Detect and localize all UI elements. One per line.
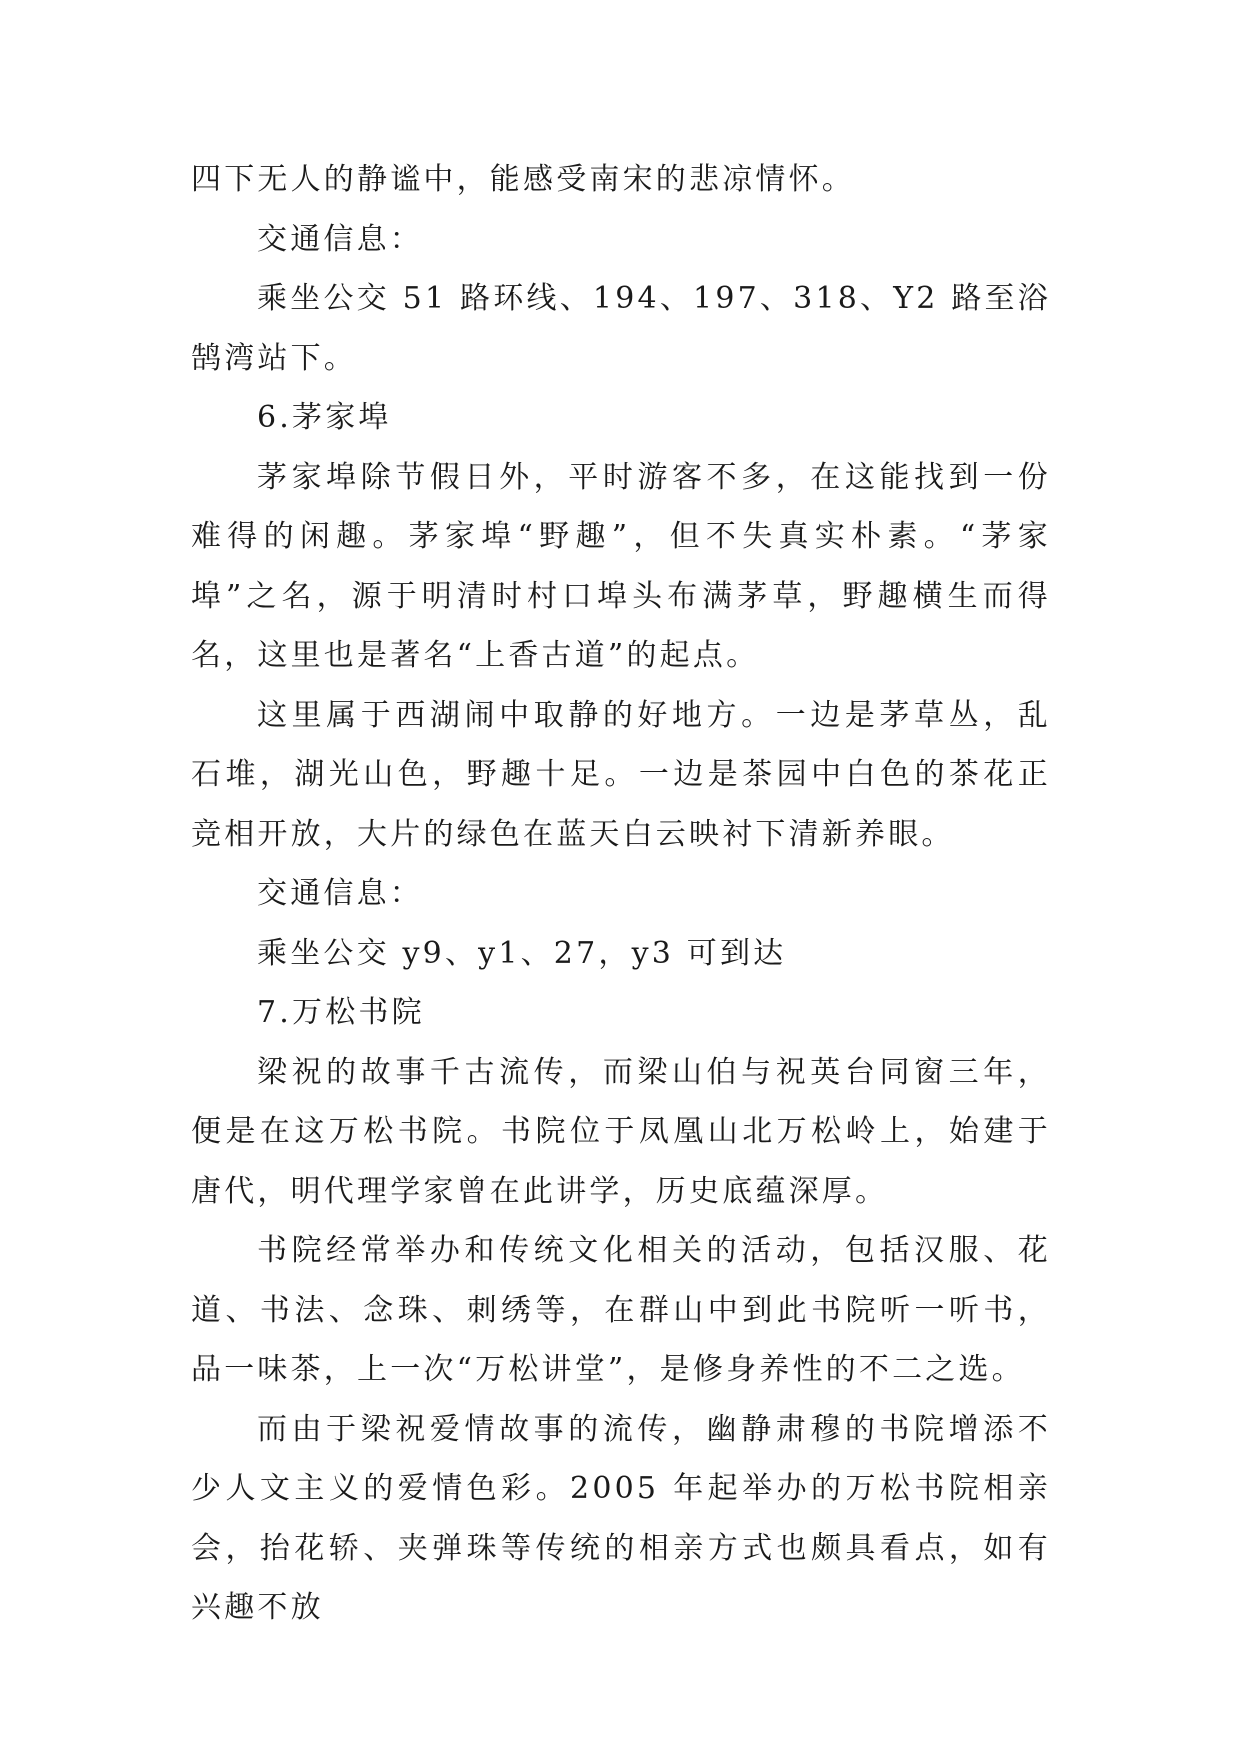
paragraph-transport-heading: 交通信息： [257,221,423,257]
paragraph-maojiabu-scenery: 这里属于西湖闹中取静的好地方。一边是茅草丛，乱石堆，湖光山色，野趣十足。一边是茶园中白色的茶花正竞相开放，大片的绿色在蓝天白云映衬下清新养眼。 [191,697,1051,852]
paragraph-wansong-romance: 而由于梁祝爱情故事的流传，幽静肃穆的书院增添不少人文主义的爱情色彩。2005 年起举办的万松书院相亲会，抬花轿、夹弹珠等传统的相亲方式也颇具看点，如有兴趣不放 [191,1411,1051,1625]
paragraph-transport-heading: 交通信息： [257,876,423,911]
section-heading-maojiabu: 6.茅家埠 [257,400,392,435]
paragraph-wansong-history: 梁祝的故事千古流传，而梁山伯与祝英台同窗三年，便是在这万松书院。书院位于凤凰山北万松岭上，始建于唐代，明代理学家曾在此讲学，历史底蕴深厚。 [191,1054,1051,1209]
paragraph-maojiabu-intro: 茅家埠除节假日外，平时游客不多，在这能找到一份难得的闲趣。茅家埠“野趣”，但不失真实朴素。“茅家埠”之名，源于明清时村口埠头布满茅草，野趣横生而得名，这里也是著名“上香古道”的起点。 [191,459,1051,673]
paragraph-transport-info: 乘坐公交 y9、y1、27，y3 可到达 [257,935,787,971]
section-heading-wansong-academy: 7.万松书院 [257,995,425,1030]
paragraph-wansong-activities: 书院经常举办和传统文化相关的活动，包括汉服、花道、书法、念珠、刺绣等，在群山中到此书院听一听书，品一味茶，上一次“万松讲堂”，是修身养性的不二之选。 [191,1233,1051,1387]
paragraph-continuation: 四下无人的静谧中，能感受南宋的悲凉情怀。 [191,162,855,197]
paragraph-transport-info: 乘坐公交 51 路环线、194、197、318、Y2 路至浴鹄湾站下。 [191,281,1051,376]
document-page [191,150,1051,1638]
